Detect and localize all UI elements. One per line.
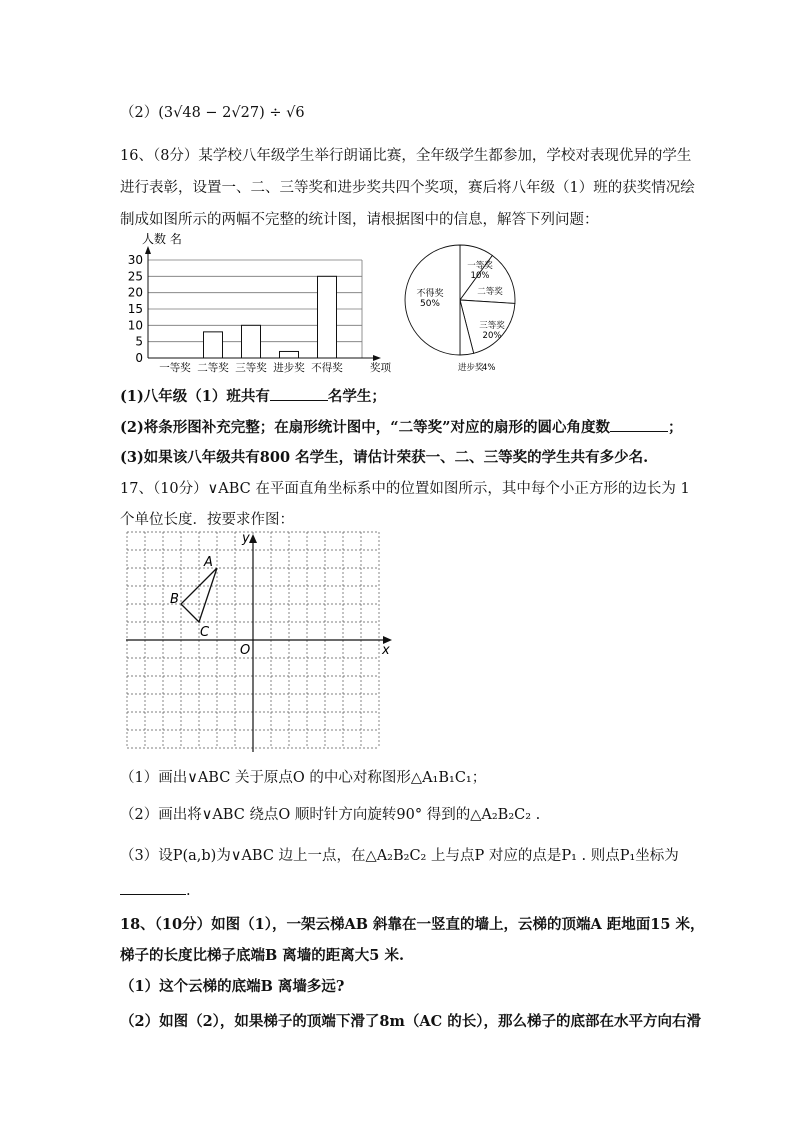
answer-blank-2[interactable] [610,417,668,432]
q15-prefix: （2） [120,105,159,121]
q17-sub3: （3）设P(a,b)为∨ABC 边上一点，在△A₂B₂C₂ 上与点P 对应的点是P₁ . 则点P₁坐标为 [120,848,679,864]
bar-ytick-label: 15 [127,302,143,316]
q16-sub1-text: (1)八年级（1）班共有 [120,388,270,405]
point-b-label: B [170,592,179,607]
answer-blank-3[interactable] [120,880,186,895]
bar-x-arrow [373,355,381,361]
bar-category-label: 进步奖 [273,362,305,374]
q16-sub1 [120,386,386,407]
point-c-label: C [200,625,210,640]
bar-3 [242,325,261,358]
pie-pct-label: 50% [419,299,441,309]
x-axis-label: x [382,643,390,658]
bar-ytick-label: 5 [135,334,143,349]
q18-line2: 梯子的长度比梯子底端B 离墙的距离大5 米. [120,947,404,964]
pie-label: 一等奖 [467,261,493,271]
bar-category-label: 三等奖 [235,362,267,374]
bar-ytick-label: 0 [135,351,143,365]
pie-label: 二等奖 [477,287,503,297]
origin-label: O [240,643,251,658]
q16-sub1-end: 名学生； [327,388,386,405]
q15-part2 [120,103,305,123]
point-a-label: A [204,555,213,570]
q17-sub2: （2）画出将∨ABC 绕点O 顺时针方向旋转90° 得到的△A₂B₂C₂ . [120,807,541,823]
coordinate-grid [118,530,398,755]
bar-y-arrow [145,246,151,254]
bar-category-label: 不得奖 [311,362,343,374]
y-axis-label: y [242,531,250,546]
q17-line1: 17、（10分）∨ABC 在平面直角坐标系中的位置如图所示，其中每个小正方形的边长为 1 [120,481,690,497]
pie-pct-label: 10% [470,271,490,281]
q16-sub2 [120,417,683,438]
answer-blank-1[interactable] [270,386,328,401]
bar-ytick-label: 25 [127,269,143,284]
q16-line3: 制成如图所示的两幅不完整的统计图，请根据图中的信息，解答下列问题： [120,212,599,228]
bar-ytick-label: 30 [127,253,143,267]
bar-5 [318,276,337,358]
pie-label: 进步奖 [458,363,484,373]
q18-sub1: （1）这个云梯的底端B 离墙多远? [120,978,345,995]
q16-line1: 16、（8分）某学校八年级学生举行朗诵比赛，全年级学生都参加，学校对表现优异的学生 [120,148,692,164]
q16-sub3: (3)如果该八年级共有800 名学生，请估计荣获一、二、三等奖的学生共有多少名. [120,449,649,466]
q16-line2: 进行表彰，设置一、二、三等奖和进步奖共四个奖项，赛后将八年级（1）班的获奖情况绘 [120,180,695,196]
q18-line1: 18、（10分）如图（1），一架云梯AB 斜靠在一竖直的墙上，云梯的顶端A 距地面15 米， [120,916,705,933]
pie-pct-label: 20% [482,331,502,341]
q15-expression: (3√48 − 2√27) ÷ √6 [158,105,305,121]
q16-sub2-text: (2)将条形图补充完整；在扇形统计图中，“二等奖”对应的扇形的圆心角度数 [120,419,610,436]
q17-sub3-end: . [186,883,191,899]
pie-chart [402,240,532,373]
q17-line2: 个单位长度．按要求作图： [120,512,294,528]
bar-ytick-label: 10 [127,318,143,333]
bar-2 [204,332,223,358]
bar-category-label: 二等奖 [197,362,229,374]
pie-pct-label: 4% [482,363,496,373]
pie-label: 三等奖 [479,321,505,331]
q16-sub2-end: ； [668,419,683,436]
bar-ytick-label: 20 [127,285,143,300]
bar-xlabel: 奖项 [370,362,391,374]
bar-4 [280,351,299,358]
bar-category-label: 一等奖 [159,362,191,374]
bar-ylabel: 人数 名 [142,232,182,246]
y-axis-arrow [249,534,257,543]
bar-chart [116,230,391,374]
q17-sub3-answer [120,880,191,901]
q18-sub2: （2）如图（2），如果梯子的顶端下滑了8m（AC 的长），那么梯子的底部在水平方向右滑 [120,1013,701,1030]
q17-sub1: （1）画出∨ABC 关于原点O 的中心对称图形△A₁B₁C₁； [120,770,487,786]
pie-label: 不得奖 [416,289,444,299]
